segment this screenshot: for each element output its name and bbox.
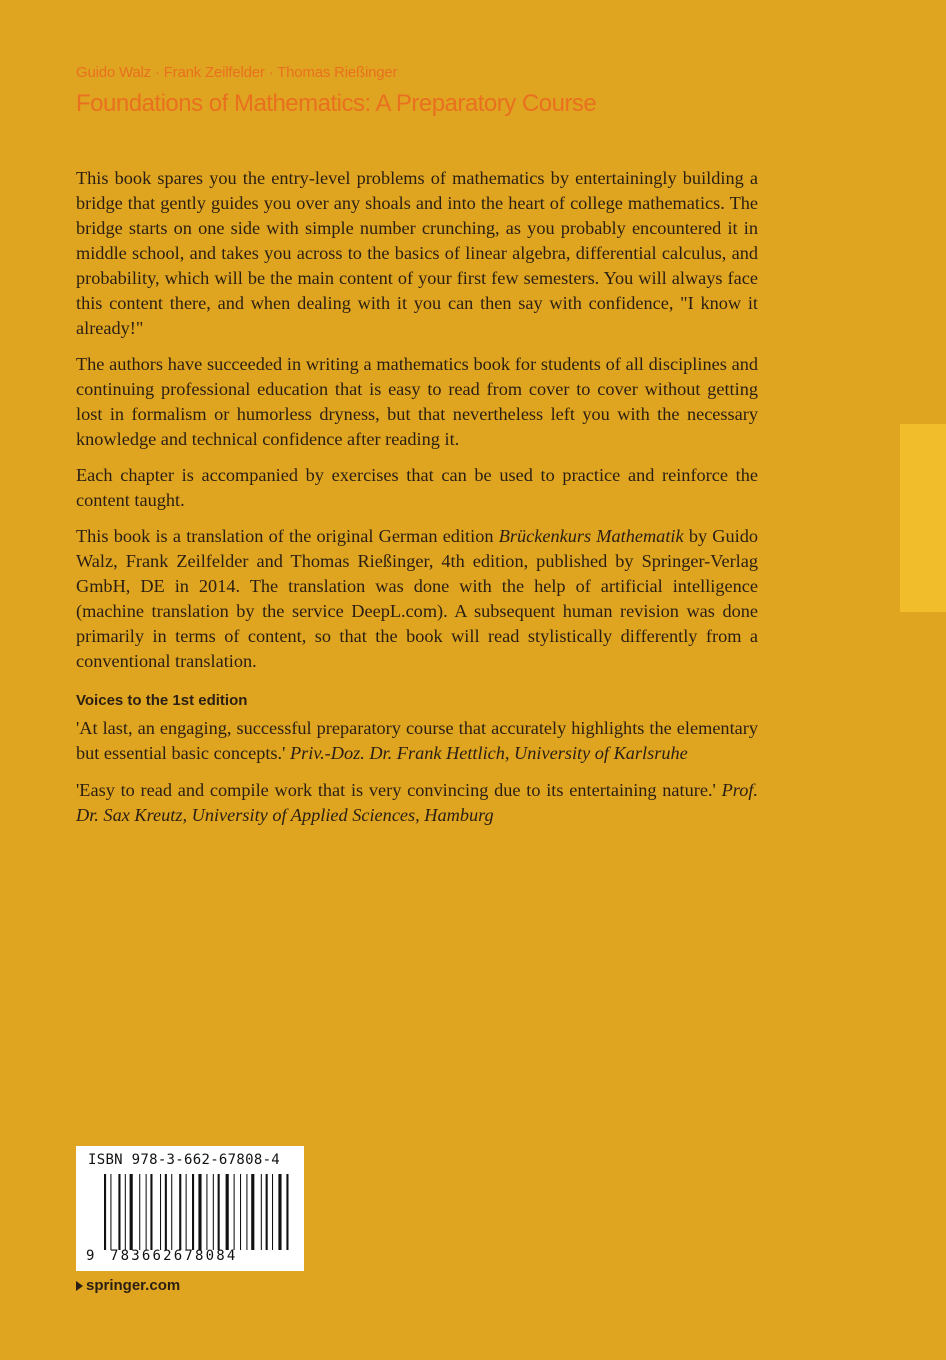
barcode-bar	[272, 1174, 273, 1250]
barcode-bar	[146, 1174, 147, 1250]
author-names: Guido Walz · Frank Zeilfelder · Thomas Rießinger	[76, 64, 398, 81]
barcode-bar	[160, 1174, 161, 1250]
voices-heading: Voices to the 1st edition	[76, 692, 248, 709]
review-quote-1	[76, 716, 758, 766]
barcode-bar	[246, 1174, 247, 1250]
barcode-bar	[165, 1174, 167, 1250]
barcode-bar	[139, 1174, 140, 1250]
quote-source: Priv.-Doz. Dr. Frank Hettlich, University of Karlsruhe	[289, 743, 688, 763]
barcode-bar	[278, 1174, 281, 1250]
barcode-bar	[226, 1174, 229, 1250]
ean-digits: 783662678084	[110, 1248, 238, 1264]
ean-first-digit: 9	[86, 1248, 95, 1264]
isbn-number: ISBN 978-3-662-67808-4	[88, 1152, 281, 1168]
barcode-bar	[251, 1174, 254, 1250]
review-quote-2	[76, 778, 758, 828]
barcode-bar	[286, 1174, 288, 1250]
barcode-bar	[198, 1174, 201, 1250]
book-title: Foundations of Mathematics: A Preparatory Course	[76, 90, 597, 117]
arrow-right-icon	[76, 1281, 83, 1291]
quote-source: Prof. Dr. Sax Kreutz, University of Applied Sciences, Hamburg	[76, 780, 758, 825]
barcode-bar	[192, 1174, 194, 1250]
springer-link[interactable]	[76, 1277, 180, 1294]
barcode-bar	[266, 1174, 268, 1250]
barcode-bar	[179, 1174, 181, 1250]
description-paragraph-1: This book spares you the entry-level problems of mathematics by entertainingly building a bridge that gently guides you over any shoals and into the heart of college mathematics. The bridge starts on one side with simple number crunching, as you probably encountered it in middle school, and takes you across to the basics of linear algebra, differential calculus, and probability, which will be the main content of your first few semesters. You will always face this content there, and when dealing with it you can then say with confidence, "I know it already!"	[76, 168, 758, 338]
quote-text: 'Easy to read and compile work that is very convincing due to its entertaining nature.'	[76, 780, 722, 800]
barcode-bar	[110, 1174, 111, 1250]
barcode-bars	[104, 1174, 294, 1250]
book-description	[76, 166, 758, 685]
barcode-bar	[206, 1174, 207, 1250]
description-paragraph-4	[76, 524, 758, 674]
description-paragraph-2: The authors have succeeded in writing a mathematics book for students of all disciplines and continuing professional education that is easy to read from cover to cover without getting lost in formalism or humorless dryness, but that nevertheless left you with the necessary knowledge and technical confidence after reading it.	[76, 354, 758, 449]
original-edition-title: Brückenkurs Mathematik	[498, 526, 684, 546]
barcode-bar	[171, 1174, 172, 1250]
translation-note-start: This book is a translation of the original German edition	[76, 526, 499, 546]
springer-link-text: springer.com	[86, 1277, 181, 1294]
barcode-bar	[218, 1174, 220, 1250]
isbn-barcode	[76, 1146, 304, 1271]
description-paragraph-3: Each chapter is accompanied by exercises that can be used to practice and reinforce the content taught.	[76, 465, 758, 510]
barcode-bar	[125, 1174, 126, 1250]
barcode-bar	[150, 1174, 152, 1250]
barcode-bar	[234, 1174, 235, 1250]
barcode-bar	[261, 1174, 262, 1250]
quote-text: 'At last, an engaging, successful preparatory course that accurately highlights the elementary but essential basic concepts.'	[76, 718, 758, 763]
barcode-bar	[104, 1174, 106, 1250]
side-color-tab	[900, 424, 946, 612]
barcode-bar	[186, 1174, 187, 1250]
barcode-bar	[240, 1174, 241, 1250]
barcode-bar	[213, 1174, 214, 1250]
barcode-bar	[118, 1174, 120, 1250]
translation-note-end: by Guido Walz, Frank Zeilfelder and Thomas Rießinger, 4th edition, published by Springer-Verlag GmbH, DE in 2014. The translation was done with the help of artificial intelligence (machine translation by the service DeepL.com). A subsequent human revision was done primarily in terms of content, so that the book will read stylistically differently from a conventional translation.	[76, 526, 759, 671]
review-quotes	[76, 716, 758, 840]
barcode-bar	[130, 1174, 133, 1250]
